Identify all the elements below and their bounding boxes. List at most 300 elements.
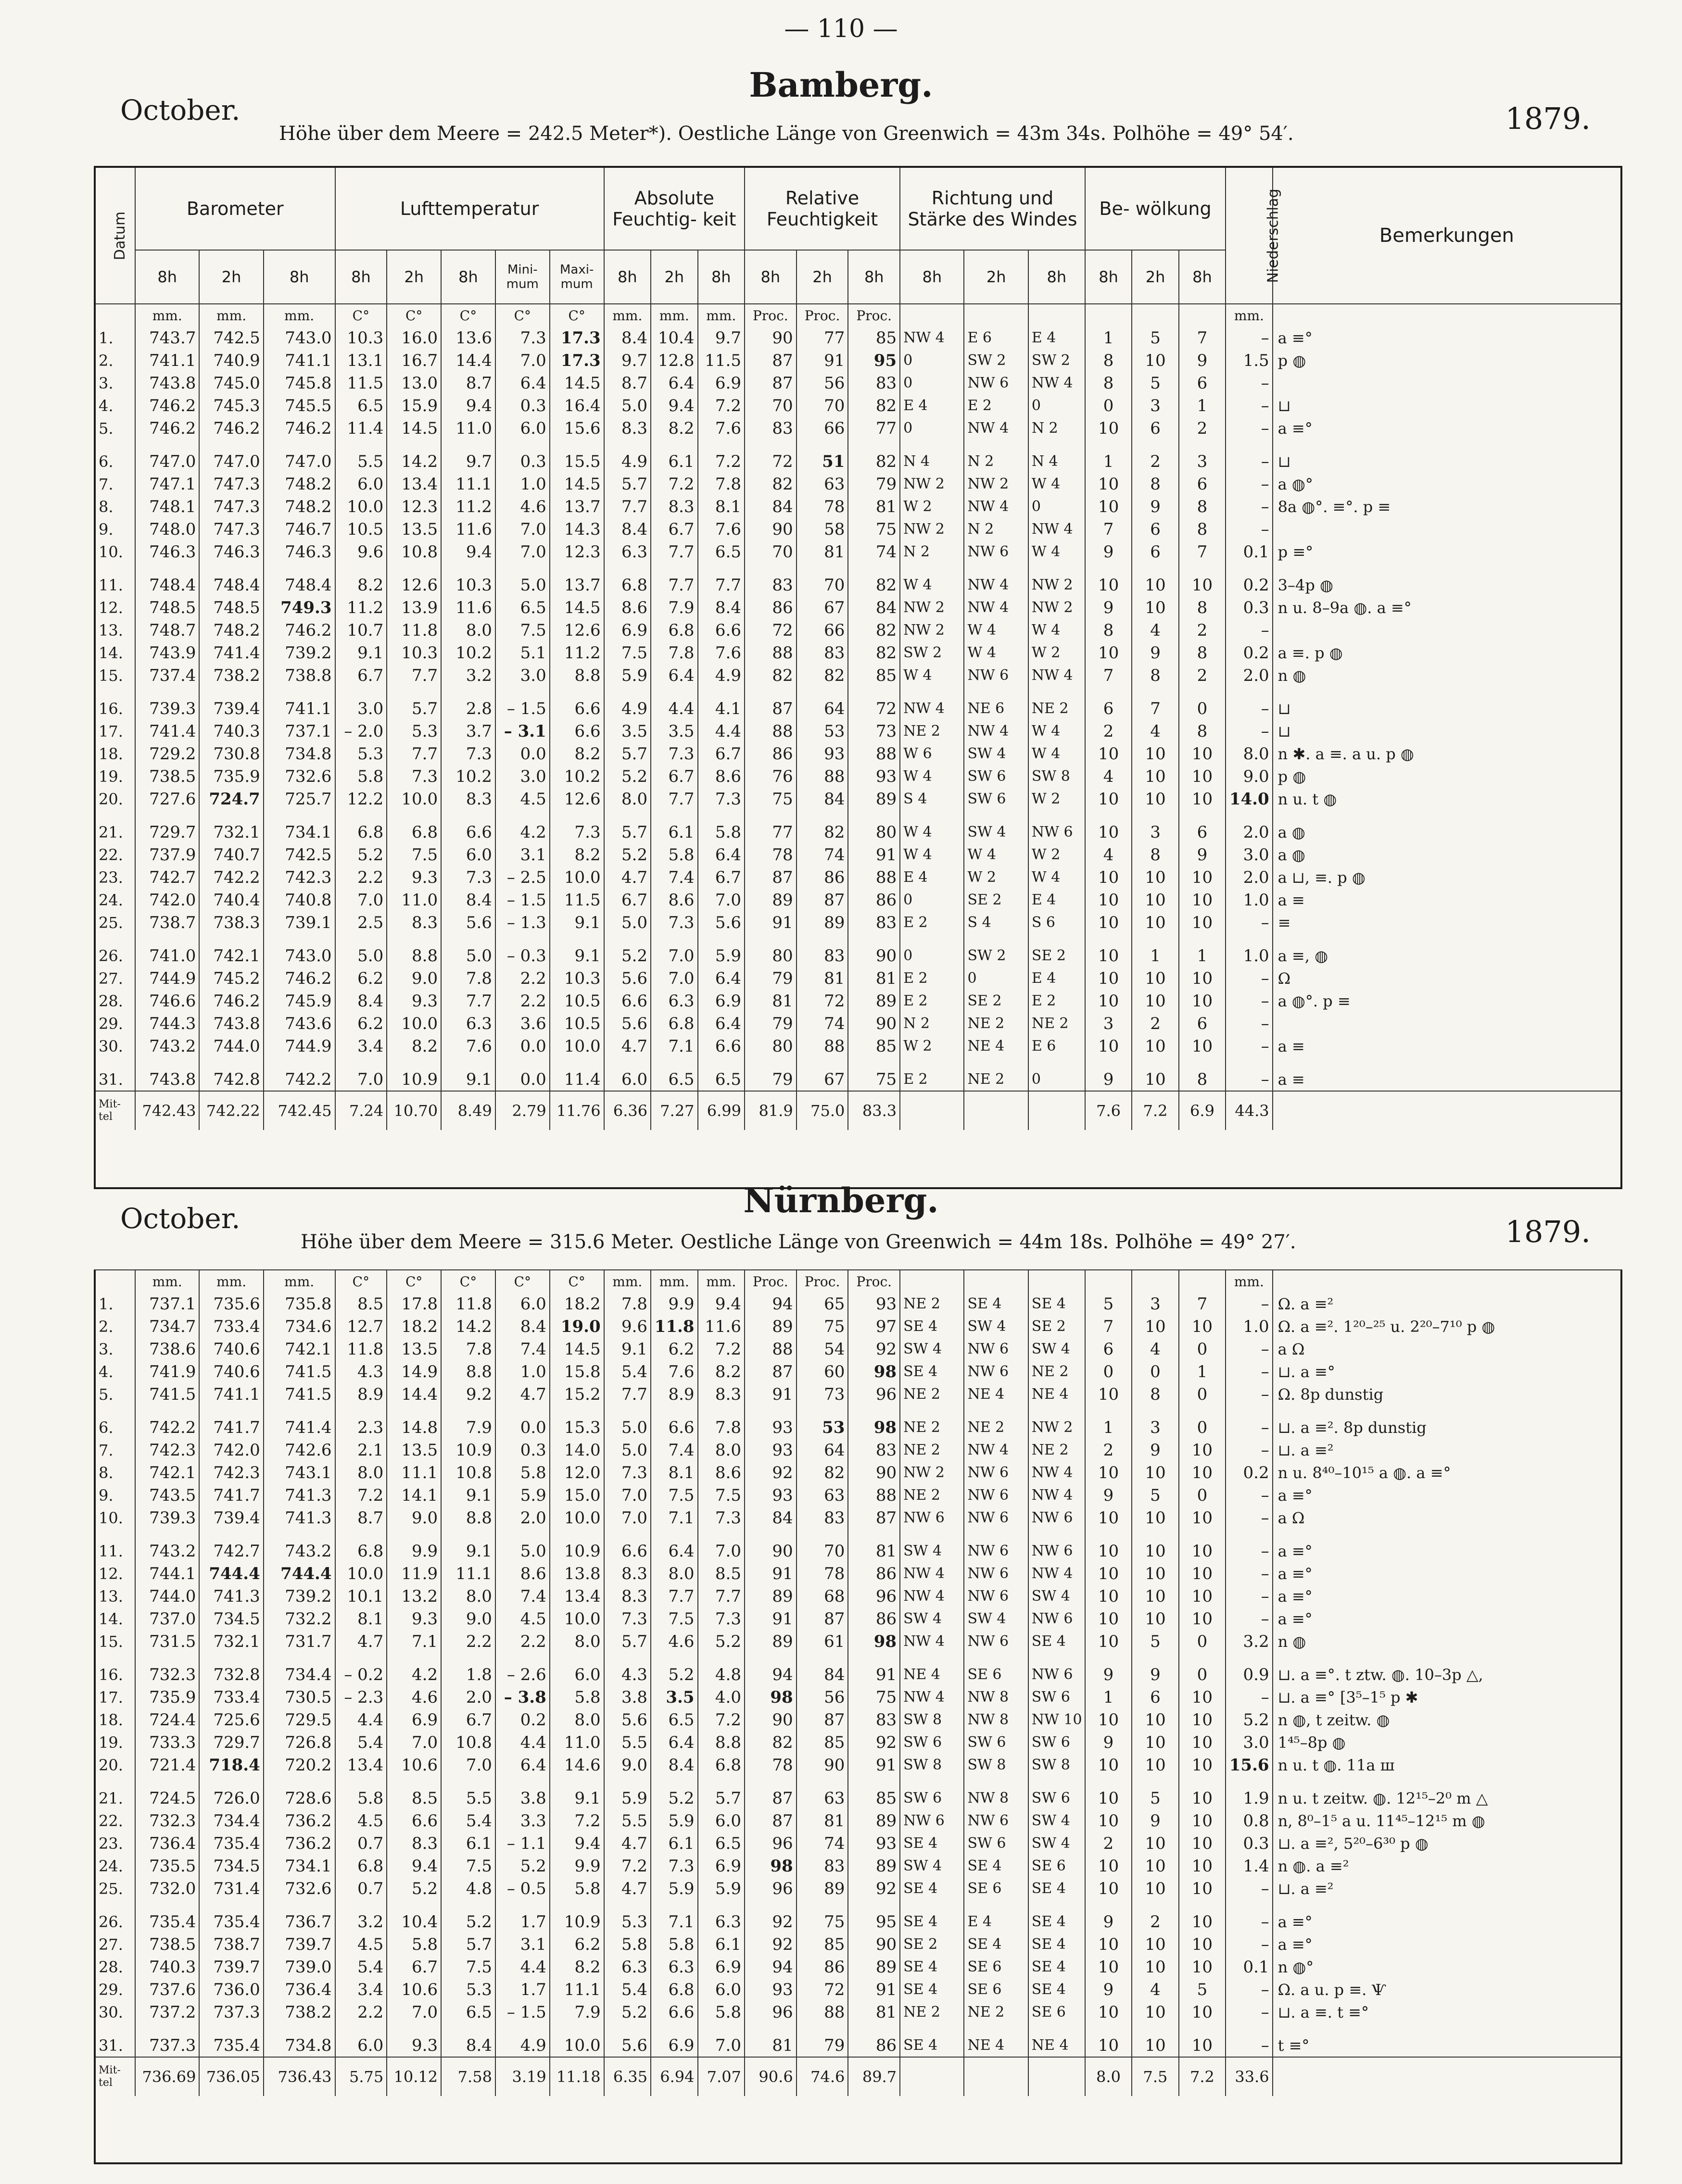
cloud-8h-cell: 10 xyxy=(1085,417,1132,439)
cloud-2h-cell: 5 xyxy=(1132,326,1178,349)
temp-8h-cell: 11.4 xyxy=(335,417,387,439)
baro-8h-cell: 724.5 xyxy=(135,1776,199,1809)
wind-8h-cell: NW 4 xyxy=(900,1585,964,1607)
rel-hum-8h-evening-cell: 79 xyxy=(848,473,900,495)
table-row xyxy=(96,1653,1620,1686)
temp-2h-cell: 8.3 xyxy=(387,1832,441,1855)
abs-hum-8h-evening-cell: 6.4 xyxy=(698,967,745,990)
wind-8h-evening-cell: NW 4 xyxy=(1028,1461,1085,1484)
subheader-2h: 2h xyxy=(651,250,697,304)
cloud-2h-cell: 0 xyxy=(1132,1360,1178,1383)
rel-hum-8h-evening-cell: 88 xyxy=(848,866,900,889)
baro-8h-evening-cell: 748.2 xyxy=(264,495,335,518)
baro-8h-cell: 746.2 xyxy=(135,417,199,439)
temp-8h-evening-cell: 7.9 xyxy=(441,1406,495,1439)
abs-hum-2h-cell: 10.4 xyxy=(651,326,697,349)
abs-hum-8h-cell: 4.7 xyxy=(604,866,651,889)
remarks-cell: Ω. a u. p ≡. Ѱ xyxy=(1273,1978,1620,2001)
baro-8h-evening-cell: 737.1 xyxy=(264,720,335,742)
temp-8h-cell: 10.3 xyxy=(335,326,387,349)
precipitation-cell: 0.9 xyxy=(1226,1653,1272,1686)
temp-2h-cell: 7.3 xyxy=(387,765,441,788)
abs-hum-8h-evening-cell: 6.8 xyxy=(698,1754,745,1776)
cloud-2h-cell: 10 xyxy=(1132,911,1178,934)
temp-2h-cell: 5.2 xyxy=(387,1877,441,1900)
date-cell: 29. xyxy=(99,1980,123,1999)
abs-hum-8h-cell: 7.7 xyxy=(604,495,651,518)
temp-8h-evening-cell: 6.5 xyxy=(441,2001,495,2023)
date-cell: 22. xyxy=(99,1811,123,1830)
abs-hum-2h-cell: 12.8 xyxy=(651,349,697,372)
cloud-8h-cell: 10 xyxy=(1085,1630,1132,1653)
temp-2h-cell: 9.3 xyxy=(387,1607,441,1630)
abs-hum-8h-evening-cell: 6.6 xyxy=(698,619,745,641)
abs-hum-8h-evening-cell: 7.7 xyxy=(698,563,745,596)
year-label-bamberg: 1879. xyxy=(1505,101,1591,136)
temp-8h-cell: 8.4 xyxy=(335,990,387,1012)
table-row xyxy=(96,326,1620,349)
rel-hum-8h-evening-cell: 98 xyxy=(848,1406,900,1439)
temp-max-cell: 14.5 xyxy=(550,473,604,495)
baro-8h-cell: 740.3 xyxy=(135,1956,199,1978)
temp-min-cell: 5.1 xyxy=(495,641,550,664)
rel-hum-2h-cell: 63 xyxy=(797,1484,848,1506)
abs-hum-2h-cell: 6.6 xyxy=(651,1406,697,1439)
abs-hum-8h-cell: 6.6 xyxy=(604,1529,651,1562)
temp-2h-cell: 8.2 xyxy=(387,1035,441,1057)
wind-8h-cell: W 6 xyxy=(900,742,964,765)
rel-hum-8h-cell: 96 xyxy=(745,2001,797,2023)
abs-hum-2h-cell: 7.4 xyxy=(651,866,697,889)
remarks-cell: a ≡° xyxy=(1273,417,1620,439)
wind-8h-evening-cell: N 4 xyxy=(1028,439,1085,473)
mittel-temp-8h-cell: 5.75 xyxy=(335,2057,387,2096)
baro-8h-cell: 738.7 xyxy=(135,911,199,934)
cloud-2h-cell: 10 xyxy=(1132,1956,1178,1978)
temp-min-cell: 5.2 xyxy=(495,1855,550,1877)
temp-2h-cell: 9.3 xyxy=(387,990,441,1012)
precipitation-cell: 2.0 xyxy=(1226,866,1272,889)
remarks-cell: a ≡ xyxy=(1273,889,1620,911)
wind-2h-cell: W 4 xyxy=(964,843,1028,866)
unit-cell xyxy=(1273,304,1620,326)
temp-8h-evening-cell: 7.7 xyxy=(441,990,495,1012)
remarks-cell: n ◍ xyxy=(1273,1630,1620,1653)
temp-8h-cell: 10.7 xyxy=(335,619,387,641)
temp-8h-evening-cell: 7.8 xyxy=(441,1338,495,1360)
cloud-2h-cell: 10 xyxy=(1132,1754,1178,1776)
temp-max-cell: 13.7 xyxy=(550,495,604,518)
remarks-cell: a ≡ xyxy=(1273,1057,1620,1091)
mittel-baro-8h-cell: 736.69 xyxy=(135,2057,199,2096)
baro-8h-cell: 736.4 xyxy=(135,1832,199,1855)
table-row xyxy=(96,596,1620,619)
remarks-cell xyxy=(1273,1012,1620,1035)
rel-hum-8h-cell: 81 xyxy=(745,2023,797,2057)
date-cell: 7. xyxy=(99,475,114,493)
cloud-8h-cell: 10 xyxy=(1085,810,1132,843)
baro-8h-evening-cell: 731.7 xyxy=(264,1630,335,1653)
wind-8h-cell: N 2 xyxy=(900,1012,964,1035)
date-cell: 10. xyxy=(99,1508,123,1527)
wind-2h-cell: NE 4 xyxy=(964,1035,1028,1057)
abs-hum-2h-cell: 3.5 xyxy=(651,1686,697,1708)
baro-8h-cell: 748.1 xyxy=(135,495,199,518)
precipitation-cell: – xyxy=(1226,2023,1272,2057)
cloud-8h-cell: 7 xyxy=(1085,1315,1132,1338)
mittel-label: Mit- tel xyxy=(96,2057,135,2096)
mittel-wind-8h-cell xyxy=(900,2057,964,2096)
baro-8h-evening-cell: 748.4 xyxy=(264,563,335,596)
temp-max-cell: 14.5 xyxy=(550,1338,604,1360)
temp-max-cell: 7.9 xyxy=(550,2001,604,2023)
temp-8h-cell: 4.5 xyxy=(335,1809,387,1832)
rel-hum-8h-cell: 78 xyxy=(745,843,797,866)
abs-hum-2h-cell: 5.8 xyxy=(651,1933,697,1956)
wind-8h-evening-cell: SW 8 xyxy=(1028,765,1085,788)
wind-8h-evening-cell: NW 4 xyxy=(1028,664,1085,687)
rel-hum-8h-cell: 89 xyxy=(745,889,797,911)
mittel-rel-hum-2h-cell: 75.0 xyxy=(797,1091,848,1130)
temp-2h-cell: 9.9 xyxy=(387,1529,441,1562)
unit-cell: C° xyxy=(550,1270,604,1293)
abs-hum-8h-cell: 4.7 xyxy=(604,1035,651,1057)
temp-max-cell: 12.3 xyxy=(550,540,604,563)
temp-2h-cell: 10.3 xyxy=(387,641,441,664)
subheader-8h: 8h xyxy=(848,250,900,304)
date-cell: 14. xyxy=(99,1609,123,1628)
mittel-wind-8h-cell xyxy=(900,1091,964,1130)
date-cell: 18. xyxy=(99,1710,123,1729)
table-row xyxy=(96,742,1620,765)
precipitation-cell: – xyxy=(1226,1360,1272,1383)
abs-hum-8h-cell: 6.9 xyxy=(604,619,651,641)
temp-8h-evening-cell: 8.3 xyxy=(441,788,495,810)
cloud-8h-cell: 1 xyxy=(1085,1406,1132,1439)
cloud-8h-cell: 9 xyxy=(1085,1653,1132,1686)
table-row xyxy=(96,911,1620,934)
table-row xyxy=(96,1686,1620,1708)
baro-8h-cell: 746.6 xyxy=(135,990,199,1012)
rel-hum-8h-evening-cell: 92 xyxy=(848,1877,900,1900)
table-row xyxy=(96,1607,1620,1630)
rel-hum-2h-cell: 89 xyxy=(797,1877,848,1900)
subheader-8h: 8h xyxy=(135,250,199,304)
wind-2h-cell: E 6 xyxy=(964,326,1028,349)
abs-hum-2h-cell: 7.5 xyxy=(651,1484,697,1506)
cloud-8h-evening-cell: 10 xyxy=(1179,765,1226,788)
baro-8h-evening-cell: 747.0 xyxy=(264,439,335,473)
station-title-bamberg: Bamberg. xyxy=(749,65,933,105)
wind-8h-evening-cell: SW 4 xyxy=(1028,1832,1085,1855)
unit-cell xyxy=(1179,304,1226,326)
wind-8h-cell: W 2 xyxy=(900,495,964,518)
station-info-bamberg: Höhe über dem Meere = 242.5 Meter*). Oestliche Länge von Greenwich = 43m 34s. Polhöhe = 49° 54′. xyxy=(279,123,1294,145)
wind-2h-cell: NW 6 xyxy=(964,1338,1028,1360)
baro-8h-evening-cell: 732.6 xyxy=(264,765,335,788)
table-row xyxy=(96,687,1620,720)
baro-8h-evening-cell: 730.5 xyxy=(264,1686,335,1708)
rel-hum-2h-cell: 70 xyxy=(797,394,848,417)
baro-8h-cell: 729.2 xyxy=(135,742,199,765)
rel-hum-8h-cell: 89 xyxy=(745,1630,797,1653)
rel-hum-8h-evening-cell: 90 xyxy=(848,934,900,967)
cloud-2h-cell: 5 xyxy=(1132,1630,1178,1653)
temp-2h-cell: 17.8 xyxy=(387,1293,441,1315)
header-absolute-feuchtigkeit: Absolute Feuchtig- keit xyxy=(604,168,745,250)
abs-hum-8h-cell: 5.6 xyxy=(604,2023,651,2057)
precipitation-cell: – xyxy=(1226,495,1272,518)
date-cell: 23. xyxy=(99,1834,123,1853)
remarks-cell: 1⁴⁵–8p ◍ xyxy=(1273,1731,1620,1754)
baro-8h-cell: 748.0 xyxy=(135,518,199,540)
cloud-8h-cell: 10 xyxy=(1085,495,1132,518)
temp-2h-cell: 18.2 xyxy=(387,1315,441,1338)
temp-8h-evening-cell: 10.8 xyxy=(441,1461,495,1484)
cloud-2h-cell: 10 xyxy=(1132,1832,1178,1855)
rel-hum-8h-cell: 98 xyxy=(745,1855,797,1877)
baro-8h-evening-cell: 742.3 xyxy=(264,866,335,889)
unit-cell: mm. xyxy=(604,304,651,326)
rel-hum-2h-cell: 91 xyxy=(797,349,848,372)
date-cell: 19. xyxy=(99,767,123,786)
rel-hum-8h-cell: 87 xyxy=(745,1360,797,1383)
temp-2h-cell: 8.5 xyxy=(387,1776,441,1809)
precipitation-cell: – xyxy=(1226,1529,1272,1562)
temp-2h-cell: 11.1 xyxy=(387,1461,441,1484)
cloud-8h-cell: 10 xyxy=(1085,1562,1132,1585)
date-cell: 10. xyxy=(99,542,123,561)
baro-8h-evening-cell: 725.7 xyxy=(264,788,335,810)
temp-min-cell: 4.2 xyxy=(495,810,550,843)
temp-max-cell: 10.0 xyxy=(550,1506,604,1529)
baro-8h-evening-cell: 738.8 xyxy=(264,664,335,687)
remarks-cell: a Ω xyxy=(1273,1506,1620,1529)
cloud-8h-evening-cell: 7 xyxy=(1179,326,1226,349)
temp-8h-evening-cell: 7.8 xyxy=(441,967,495,990)
mittel-cloud-8h-evening-cell: 7.2 xyxy=(1179,2057,1226,2096)
date-cell: 20. xyxy=(99,790,123,808)
rel-hum-8h-cell: 90 xyxy=(745,518,797,540)
cloud-8h-evening-cell: 7 xyxy=(1179,1293,1226,1315)
wind-8h-evening-cell: W 4 xyxy=(1028,473,1085,495)
temp-min-cell: 1.7 xyxy=(495,1900,550,1933)
unit-cell: C° xyxy=(495,1270,550,1293)
remarks-cell xyxy=(1273,518,1620,540)
rel-hum-8h-evening-cell: 82 xyxy=(848,641,900,664)
cloud-8h-evening-cell: 10 xyxy=(1179,1809,1226,1832)
remarks-cell: t ≡° xyxy=(1273,2023,1620,2057)
temp-min-cell: 7.0 xyxy=(495,349,550,372)
abs-hum-2h-cell: 5.9 xyxy=(651,1877,697,1900)
temp-8h-evening-cell: 11.0 xyxy=(441,417,495,439)
temp-2h-cell: 5.7 xyxy=(387,687,441,720)
baro-2h-cell: 742.7 xyxy=(199,1529,263,1562)
date-cell: 5. xyxy=(99,419,114,438)
baro-2h-cell: 733.4 xyxy=(199,1686,263,1708)
cloud-8h-cell: 10 xyxy=(1085,1461,1132,1484)
temp-8h-cell: 2.3 xyxy=(335,1406,387,1439)
remarks-cell: a ≡° xyxy=(1273,1585,1620,1607)
baro-8h-evening-cell: 742.5 xyxy=(264,843,335,866)
temp-max-cell: 11.0 xyxy=(550,1731,604,1754)
abs-hum-8h-cell: 6.6 xyxy=(604,990,651,1012)
abs-hum-8h-evening-cell: 6.7 xyxy=(698,742,745,765)
wind-8h-evening-cell: 0 xyxy=(1028,495,1085,518)
mittel-temp-8h-cell: 7.24 xyxy=(335,1091,387,1130)
table-row xyxy=(96,765,1620,788)
temp-min-cell: 1.0 xyxy=(495,1360,550,1383)
cloud-8h-cell: 0 xyxy=(1085,1360,1132,1383)
mittel-temp-max-cell: 11.18 xyxy=(550,2057,604,2096)
abs-hum-8h-cell: 6.7 xyxy=(604,889,651,911)
rel-hum-2h-cell: 74 xyxy=(797,1832,848,1855)
precipitation-cell: 5.2 xyxy=(1226,1708,1272,1731)
cloud-2h-cell: 8 xyxy=(1132,1383,1178,1406)
cloud-2h-cell: 10 xyxy=(1132,990,1178,1012)
cloud-8h-cell: 10 xyxy=(1085,563,1132,596)
cloud-8h-cell: 10 xyxy=(1085,911,1132,934)
rel-hum-2h-cell: 72 xyxy=(797,1978,848,2001)
rel-hum-2h-cell: 83 xyxy=(797,1506,848,1529)
unit-cell: mm. xyxy=(698,304,745,326)
wind-8h-evening-cell: W 4 xyxy=(1028,540,1085,563)
abs-hum-2h-cell: 8.3 xyxy=(651,495,697,518)
abs-hum-8h-evening-cell: 6.4 xyxy=(698,843,745,866)
precipitation-cell: 15.6 xyxy=(1226,1754,1272,1776)
subheader-8h: 8h xyxy=(1028,250,1085,304)
mittel-precipitation-cell: 44.3 xyxy=(1226,1091,1272,1130)
precipitation-cell: – xyxy=(1226,439,1272,473)
wind-2h-cell: NW 6 xyxy=(964,664,1028,687)
cloud-8h-cell: 7 xyxy=(1085,664,1132,687)
abs-hum-8h-evening-cell: 6.9 xyxy=(698,990,745,1012)
subheader-8h: 8h xyxy=(1179,250,1226,304)
wind-2h-cell: SE 4 xyxy=(964,1855,1028,1877)
abs-hum-8h-evening-cell: 7.0 xyxy=(698,1529,745,1562)
table-row xyxy=(96,1360,1620,1383)
abs-hum-2h-cell: 7.2 xyxy=(651,473,697,495)
abs-hum-2h-cell: 5.2 xyxy=(651,1653,697,1686)
wind-8h-cell: 0 xyxy=(900,889,964,911)
wind-8h-evening-cell: NW 6 xyxy=(1028,1607,1085,1630)
temp-max-cell: 17.3 xyxy=(550,326,604,349)
baro-8h-cell: 744.0 xyxy=(135,1585,199,1607)
baro-8h-cell: 742.1 xyxy=(135,1461,199,1484)
temp-8h-cell: 5.0 xyxy=(335,934,387,967)
cloud-2h-cell: 10 xyxy=(1132,1731,1178,1754)
temp-2h-cell: 8.8 xyxy=(387,934,441,967)
precipitation-cell: – xyxy=(1226,372,1272,394)
remarks-cell: ⊔. a ≡² xyxy=(1273,1439,1620,1461)
precipitation-cell: – xyxy=(1226,1877,1272,1900)
temp-2h-cell: 14.8 xyxy=(387,1406,441,1439)
wind-2h-cell: N 2 xyxy=(964,518,1028,540)
temp-8h-cell: 12.7 xyxy=(335,1315,387,1338)
rel-hum-2h-cell: 58 xyxy=(797,518,848,540)
temp-max-cell: 7.3 xyxy=(550,810,604,843)
wind-2h-cell: NW 8 xyxy=(964,1708,1028,1731)
temp-8h-cell: 8.1 xyxy=(335,1607,387,1630)
temp-2h-cell: 7.0 xyxy=(387,2001,441,2023)
temp-8h-evening-cell: 8.4 xyxy=(441,889,495,911)
rel-hum-8h-evening-cell: 85 xyxy=(848,664,900,687)
remarks-cell: a ⊔, ≡. p ◍ xyxy=(1273,866,1620,889)
date-cell: 26. xyxy=(99,1912,123,1931)
baro-2h-cell: 732.1 xyxy=(199,1630,263,1653)
abs-hum-8h-evening-cell: 5.2 xyxy=(698,1630,745,1653)
date-cell: 30. xyxy=(99,1037,123,1055)
baro-8h-evening-cell: 738.2 xyxy=(264,2001,335,2023)
temp-max-cell: 5.8 xyxy=(550,1877,604,1900)
cloud-8h-cell: 6 xyxy=(1085,1338,1132,1360)
precipitation-cell: – xyxy=(1226,1562,1272,1585)
rel-hum-2h-cell: 74 xyxy=(797,1012,848,1035)
precipitation-cell: 0.8 xyxy=(1226,1809,1272,1832)
temp-8h-cell: 6.0 xyxy=(335,473,387,495)
wind-8h-evening-cell: SW 6 xyxy=(1028,1776,1085,1809)
subheader-8h: 8h xyxy=(900,250,964,304)
precipitation-cell: – xyxy=(1226,720,1272,742)
temp-8h-evening-cell: 4.8 xyxy=(441,1877,495,1900)
abs-hum-8h-cell: 5.2 xyxy=(604,2001,651,2023)
abs-hum-8h-cell: 5.9 xyxy=(604,1776,651,1809)
cloud-2h-cell: 10 xyxy=(1132,1585,1178,1607)
rel-hum-8h-cell: 82 xyxy=(745,473,797,495)
cloud-2h-cell: 2 xyxy=(1132,1012,1178,1035)
header-lufttemperatur: Lufttemperatur xyxy=(335,168,604,250)
temp-8h-cell: 7.2 xyxy=(335,1484,387,1506)
baro-2h-cell: 741.4 xyxy=(199,641,263,664)
abs-hum-2h-cell: 6.5 xyxy=(651,1708,697,1731)
mittel-cloud-8h-cell: 7.6 xyxy=(1085,1091,1132,1130)
wind-8h-evening-cell: E 4 xyxy=(1028,326,1085,349)
wind-8h-evening-cell: E 6 xyxy=(1028,1035,1085,1057)
rel-hum-2h-cell: 51 xyxy=(797,439,848,473)
temp-8h-evening-cell: 5.5 xyxy=(441,1776,495,1809)
mittel-precipitation-cell: 33.6 xyxy=(1226,2057,1272,2096)
date-cell: 31. xyxy=(99,2036,123,2055)
wind-8h-cell: NE 2 xyxy=(900,1439,964,1461)
rel-hum-8h-cell: 89 xyxy=(745,1585,797,1607)
cloud-8h-evening-cell: 10 xyxy=(1179,1529,1226,1562)
unit-cell: mm. xyxy=(698,1270,745,1293)
precipitation-cell: – xyxy=(1226,990,1272,1012)
temp-8h-cell: 11.8 xyxy=(335,1338,387,1360)
wind-8h-cell: NW 6 xyxy=(900,1506,964,1529)
unit-cell xyxy=(964,304,1028,326)
table-row xyxy=(96,540,1620,563)
abs-hum-8h-cell: 5.2 xyxy=(604,934,651,967)
temp-2h-cell: 10.8 xyxy=(387,540,441,563)
wind-8h-cell: NW 4 xyxy=(900,326,964,349)
table-row xyxy=(96,1529,1620,1562)
wind-8h-evening-cell: NW 2 xyxy=(1028,596,1085,619)
temp-8h-cell: 0.7 xyxy=(335,1832,387,1855)
rel-hum-8h-evening-cell: 92 xyxy=(848,1338,900,1360)
precipitation-cell: – xyxy=(1226,911,1272,934)
abs-hum-8h-cell: 6.8 xyxy=(604,563,651,596)
rel-hum-8h-evening-cell: 91 xyxy=(848,843,900,866)
cloud-8h-cell: 4 xyxy=(1085,765,1132,788)
remarks-cell: n ✱. a ≡. a u. p ◍ xyxy=(1273,742,1620,765)
wind-2h-cell: SW 2 xyxy=(964,349,1028,372)
table-row xyxy=(96,518,1620,540)
abs-hum-8h-cell: 5.6 xyxy=(604,1012,651,1035)
cloud-8h-evening-cell: 10 xyxy=(1179,1933,1226,1956)
rel-hum-8h-evening-cell: 86 xyxy=(848,2023,900,2057)
wind-2h-cell: NE 2 xyxy=(964,1406,1028,1439)
